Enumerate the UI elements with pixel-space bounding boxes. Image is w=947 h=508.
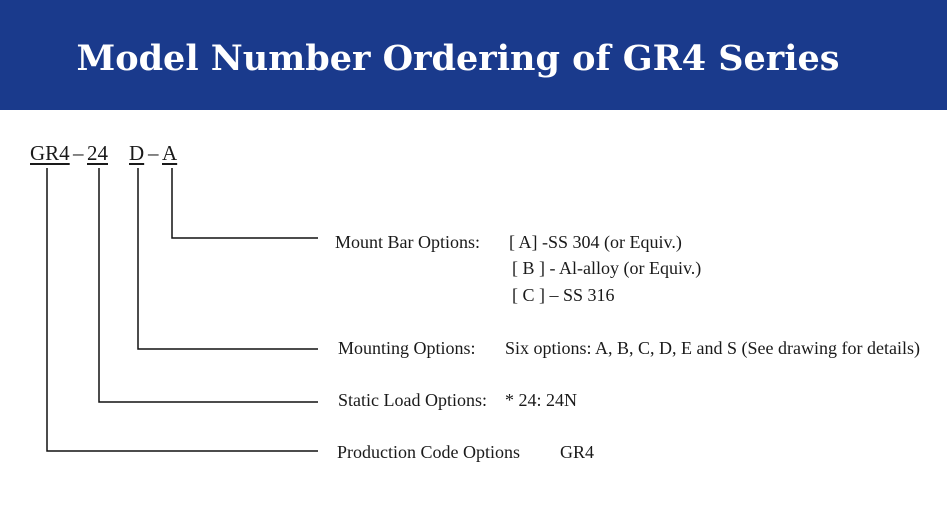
- code-production-segment: GR4: [30, 141, 70, 165]
- code-dash: –: [73, 141, 84, 165]
- connector-production-code: [47, 168, 318, 451]
- static-load-options-value: * 24: 24N: [505, 390, 577, 410]
- production-code-options-value: GR4: [560, 442, 595, 462]
- code-mounting-segment: D: [129, 141, 145, 165]
- code-dash: –: [148, 141, 159, 165]
- static-load-options-label: Static Load Options:: [338, 390, 487, 410]
- mount-bar-option-a: [ A] -SS 304 (or Equiv.): [509, 232, 682, 252]
- connector-mounting: [138, 168, 318, 349]
- mount-bar-option-c: [ C ] – SS 316: [512, 285, 615, 305]
- code-mount-bar-segment: A: [162, 141, 178, 165]
- mount-bar-options-label: Mount Bar Options:: [335, 232, 481, 252]
- mounting-options-value: Six options: A, B, C, D, E and S (See drawing for details): [505, 338, 920, 358]
- mount-bar-option-b: [ B ] - Al-alloy (or Equiv.): [512, 258, 702, 278]
- mounting-options-label: Mounting Options:: [338, 338, 476, 358]
- connector-static-load: [99, 168, 318, 402]
- code-load-segment: 24: [87, 141, 108, 165]
- page-title: Model Number Ordering of GR4 Series: [76, 38, 840, 79]
- production-code-options-label: Production Code Options: [337, 442, 520, 462]
- connector-mount-bar: [172, 168, 318, 238]
